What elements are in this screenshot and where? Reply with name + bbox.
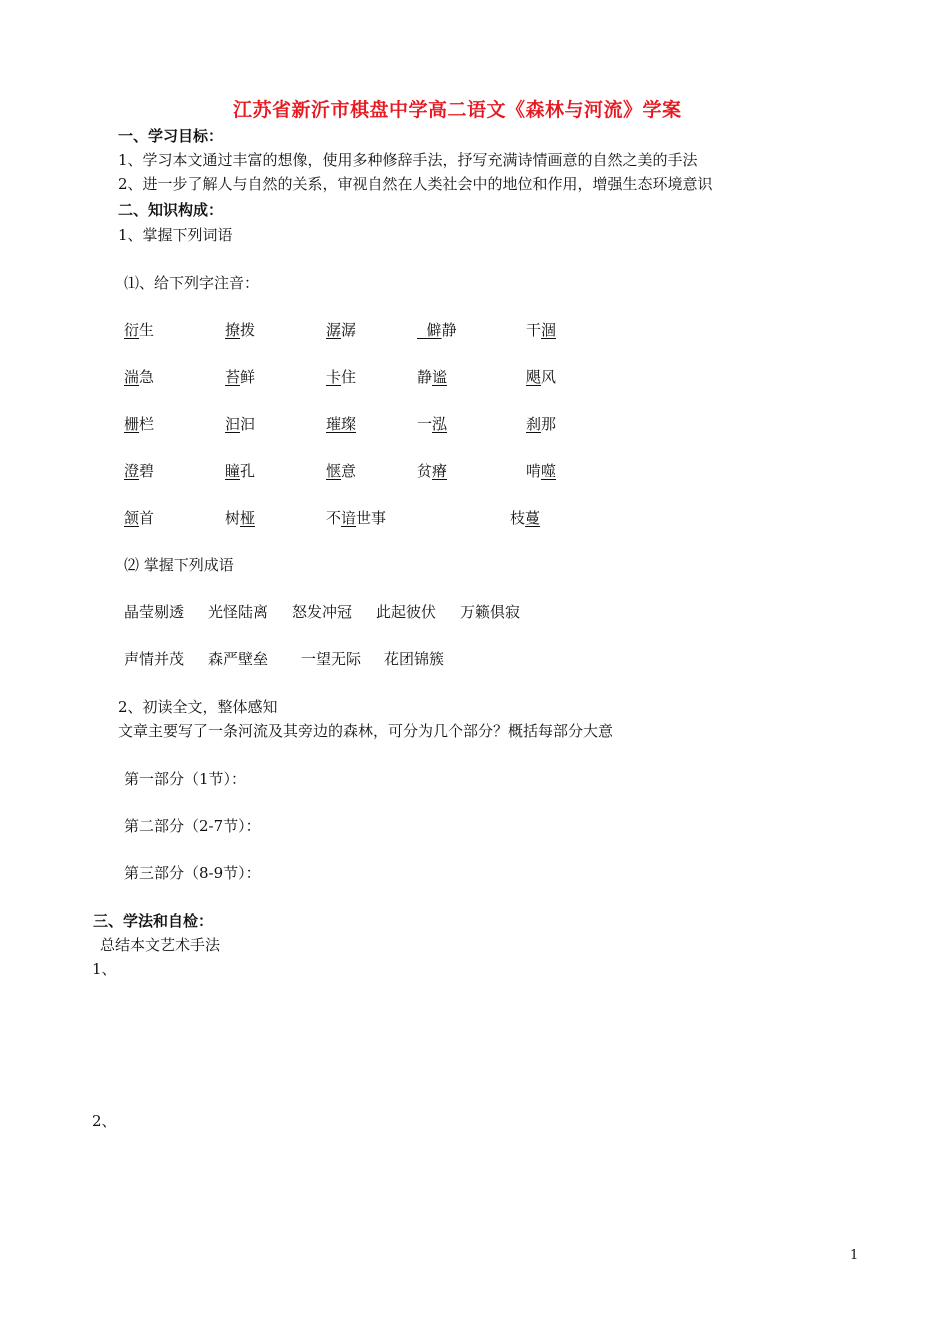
vocab-word [526, 320, 556, 340]
idiom: 花团锦簇 [384, 650, 445, 668]
vocab-target-char: 衍 [124, 321, 140, 339]
vocab-word-suffix: 汩 [240, 415, 256, 433]
techniques-intro: 总结本文艺术手法 [100, 936, 221, 954]
part-1: 第一部分（1节）： [124, 770, 247, 788]
vocab-word-suffix: 鲜 [240, 368, 256, 386]
idiom: 一望无际 [301, 650, 362, 668]
vocab-target-char: 刹 [526, 415, 542, 433]
vocab-target-char: 湍 [124, 368, 140, 386]
vocab-word [124, 367, 154, 387]
page-number: 1 [850, 1248, 859, 1263]
vocab-target-char: 瘠 [432, 462, 448, 480]
section2-heading: 二、知识构成： [118, 201, 224, 219]
idiom-heading: ⑵ 掌握下列成语 [124, 556, 234, 574]
vocab-word-prefix: 静 [417, 368, 433, 386]
objective-2: 2、进一步了解人与自然的关系，审视自然在人类社会中的地位和作用，增强生态环境意识 [118, 175, 713, 193]
vocab-word-suffix: 潺 [341, 321, 357, 339]
vocab-word-prefix: 干 [526, 321, 542, 339]
technique-2: 2、 [92, 1112, 117, 1130]
vocab-word [526, 367, 556, 387]
vocab-word-suffix: 住 [341, 368, 357, 386]
page-title: 江苏省新沂市棋盘中学高二语文《森林与河流》学案 [233, 99, 682, 121]
vocab-target-char: 澄 [124, 462, 140, 480]
vocab-target-char: 瞳 [225, 462, 241, 480]
vocab-target-char: 噬 [541, 462, 557, 480]
vocab-target-char: 卡 [326, 368, 342, 386]
vocab-target-char: 谙 [341, 509, 357, 527]
vocab-word-prefix: 啃 [526, 462, 542, 480]
vocab-target-char: 蔓 [525, 509, 541, 527]
section1-heading: 一、学习目标： [118, 127, 224, 145]
vocab-word [417, 367, 447, 387]
vocab-word [326, 414, 356, 434]
vocab-word-suffix: 静 [441, 321, 457, 339]
vocab-word [326, 461, 356, 481]
idiom: 此起彼伏 [376, 603, 437, 621]
vocab-word-suffix: 急 [139, 368, 155, 386]
pinyin-heading: ⑴、给下列字注音： [124, 274, 260, 292]
vocab-word [124, 508, 154, 528]
vocab-word-suffix: 拨 [240, 321, 256, 339]
vocab-word [225, 367, 255, 387]
vocab-word-suffix: 世事 [356, 509, 387, 527]
vocab-target-char: 泓 [432, 415, 448, 433]
objective-1: 1、学习本文通过丰富的想像，使用多种修辞手法，抒写充满诗情画意的自然之美的手法 [118, 151, 698, 169]
vocab-word [225, 461, 255, 481]
vocab-word-suffix: 意 [341, 462, 357, 480]
vocab-word [326, 508, 386, 528]
vocab-target-char: 潺 [326, 321, 342, 339]
vocab-target-char: 桠 [240, 509, 256, 527]
vocab-word [225, 320, 255, 340]
vocab-target-char: 璀璨 [326, 415, 357, 433]
vocab-target-char: 飓 [526, 368, 542, 386]
vocab-word [326, 367, 356, 387]
idiom: 光怪陆离 [208, 603, 269, 621]
idiom: 森严壁垒 [208, 650, 269, 668]
vocab-word [526, 461, 556, 481]
vocab-word [225, 508, 255, 528]
idiom: 万籁俱寂 [460, 603, 521, 621]
vocab-word-prefix: 一 [417, 415, 433, 433]
vocab-word [510, 508, 540, 528]
vocab-word [417, 414, 447, 434]
vocab-word [124, 414, 154, 434]
idiom: 声情并茂 [124, 650, 185, 668]
vocab-word-suffix: 那 [541, 415, 557, 433]
vocab-target-char: 撩 [225, 321, 241, 339]
vocab-word-prefix: 树 [225, 509, 241, 527]
vocab-target-char: 涸 [541, 321, 557, 339]
reading-subheading: 2、初读全文，整体感知 [118, 698, 278, 716]
vocab-word-prefix [417, 321, 427, 339]
reading-question: 文章主要写了一条河流及其旁边的森林，可分为几个部分？概括每部分大意 [118, 722, 614, 740]
vocab-word-suffix: 孔 [240, 462, 256, 480]
part-2: 第二部分（2-7节）： [124, 817, 261, 835]
vocab-word-prefix: 枝 [510, 509, 526, 527]
vocab-word [225, 414, 255, 434]
vocab-subheading: 1、掌握下列词语 [118, 226, 233, 244]
vocab-target-char: 栅 [124, 415, 140, 433]
idiom: 晶莹剔透 [124, 603, 185, 621]
vocab-word-suffix: 栏 [139, 415, 155, 433]
technique-1: 1、 [92, 960, 117, 978]
vocab-word [124, 320, 154, 340]
vocab-word [326, 320, 356, 340]
vocab-target-char: 苔 [225, 368, 241, 386]
vocab-word [124, 461, 154, 481]
part-3: 第三部分（8-9节）： [124, 864, 261, 882]
vocab-target-char: 僻 [426, 321, 442, 339]
vocab-word-suffix: 风 [541, 368, 557, 386]
idiom: 怒发冲冠 [292, 603, 353, 621]
vocab-word [417, 461, 447, 481]
vocab-target-char: 谧 [432, 368, 448, 386]
vocab-word-prefix: 不 [326, 509, 342, 527]
vocab-word-suffix: 生 [139, 321, 155, 339]
vocab-word-prefix: 贫 [417, 462, 433, 480]
vocab-target-char: 汩 [225, 415, 241, 433]
section3-heading: 三、学法和自检： [93, 912, 214, 930]
vocab-target-char: 惬 [326, 462, 342, 480]
vocab-word-suffix: 首 [139, 509, 155, 527]
vocab-word-suffix: 碧 [139, 462, 155, 480]
vocab-word [417, 320, 457, 340]
vocab-target-char: 颔 [124, 509, 140, 527]
vocab-word [526, 414, 556, 434]
